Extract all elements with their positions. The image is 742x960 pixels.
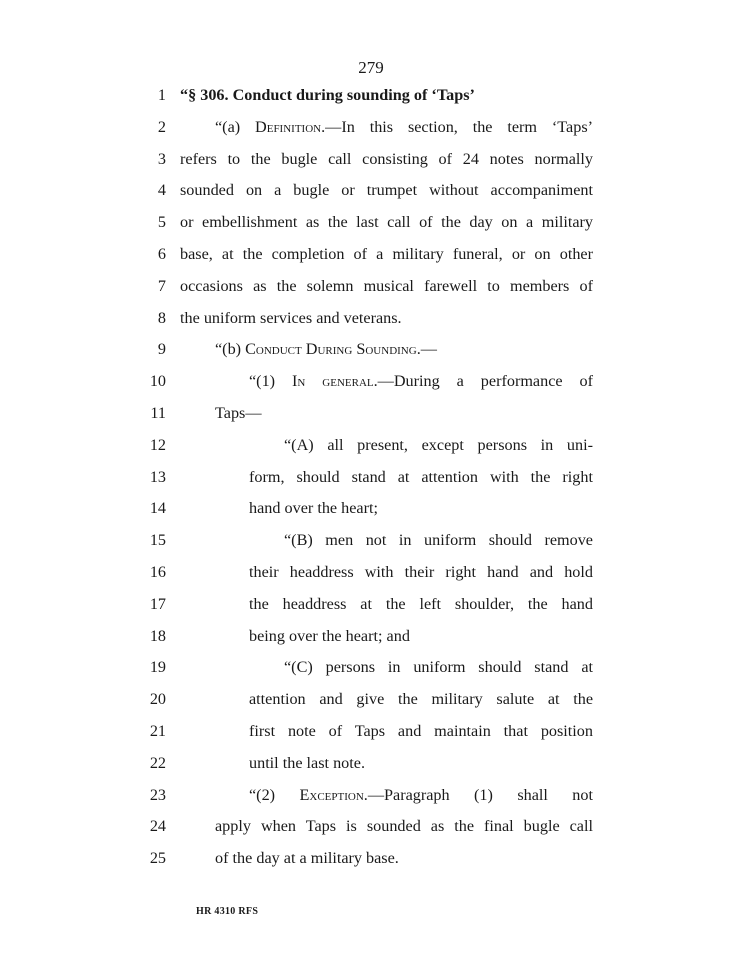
line-number: 19 [149, 658, 166, 677]
line-number: 24 [149, 817, 166, 836]
line-text: of the day at a military base. [215, 849, 399, 868]
line-text: form, should stand at attention with the right [249, 467, 593, 486]
bill-line [215, 112, 593, 142]
bill-line [180, 144, 593, 174]
line-number: 22 [149, 753, 166, 772]
line-text: until the last note. [249, 753, 365, 772]
line-text: “(a) [215, 117, 256, 136]
line-number: 10 [149, 372, 166, 391]
line-text: “(b) [215, 340, 246, 359]
line-text: .—In this section, the term ‘Taps’ [321, 117, 594, 136]
line-text: Taps— [215, 404, 262, 422]
bill-line [249, 462, 593, 492]
line-number: 1 [157, 86, 166, 104]
line-number: 21 [149, 722, 166, 740]
line-text: their headdress with their right hand and hold [249, 563, 593, 581]
section-heading: Exception [299, 785, 364, 804]
line-text: “(B) men not in uniform should remove [284, 531, 593, 550]
bill-line [180, 303, 402, 333]
bill-line [180, 175, 593, 205]
line-text: “(1) [249, 372, 293, 391]
line-number: 11 [150, 404, 166, 422]
line-number: 18 [149, 626, 166, 645]
section-heading: Conduct During Sounding [245, 340, 417, 359]
line-number: 13 [149, 467, 166, 486]
line-number: 8 [157, 308, 166, 327]
bill-line [284, 652, 593, 682]
line-number: 3 [157, 149, 166, 168]
line-number: 23 [149, 785, 166, 804]
bill-line [249, 780, 593, 810]
line-number: 12 [149, 435, 166, 454]
section-title: “§ 306. Conduct during sounding of ‘Taps’ [180, 86, 475, 104]
line-number: 5 [157, 213, 166, 232]
bill-line [215, 398, 262, 428]
bill-line [180, 80, 475, 110]
line-number: 4 [157, 181, 166, 200]
line-text: “(A) all present, except persons in uni- [284, 435, 593, 454]
line-number: 2 [157, 117, 166, 136]
bill-line [249, 621, 410, 651]
line-text: .— [416, 340, 437, 359]
line-text: .—During a performance of [373, 372, 594, 391]
section-heading: Definition [255, 117, 322, 136]
line-text: refers to the bugle call consisting of 24 notes normally [180, 149, 593, 168]
bill-line [249, 589, 593, 619]
line-number: 25 [149, 849, 166, 868]
line-text: being over the heart; and [249, 626, 410, 645]
section-heading: In general [292, 372, 374, 391]
line-text: base, at the completion of a military funeral, or on other [180, 245, 593, 263]
bill-line [249, 366, 593, 396]
line-text: apply when Taps is sounded as the final bugle call [215, 817, 593, 836]
line-number: 15 [149, 531, 166, 550]
bill-line [215, 843, 399, 873]
bill-line [249, 493, 378, 523]
bill-line [284, 525, 593, 555]
bill-footer: HR 4310 RFS [196, 906, 259, 917]
page-number: 279 [358, 58, 384, 77]
line-number: 6 [157, 245, 166, 263]
line-text: “(C) persons in uniform should stand at [284, 658, 593, 677]
bill-line [249, 684, 593, 714]
line-number: 16 [149, 563, 166, 581]
bill-line [180, 239, 593, 269]
line-text: sounded on a bugle or trumpet without accompaniment [180, 181, 593, 200]
line-number: 7 [157, 276, 166, 295]
bill-line [180, 207, 593, 237]
line-text: .—Paragraph (1) shall not [363, 785, 593, 804]
bill-line [249, 716, 593, 746]
line-number: 14 [149, 499, 166, 518]
bill-line [249, 557, 593, 587]
line-text: first note of Taps and maintain that position [249, 722, 593, 740]
line-text: hand over the heart; [249, 499, 378, 518]
line-text: attention and give the military salute at the [249, 690, 593, 709]
line-number: 17 [149, 594, 166, 613]
bill-line [284, 430, 593, 460]
line-number: 20 [149, 690, 166, 709]
line-text: “(2) [249, 785, 300, 804]
line-text: or embellishment as the last call of the day on a military [180, 213, 593, 232]
line-text: the headdress at the left shoulder, the hand [249, 594, 593, 613]
bill-line [249, 748, 365, 778]
line-text: occasions as the solemn musical farewell to members of [180, 276, 593, 295]
line-text: the uniform services and veterans. [180, 308, 402, 327]
bill-line [215, 811, 593, 841]
bill-line [215, 334, 437, 364]
line-number: 9 [157, 340, 166, 359]
bill-line [180, 271, 593, 301]
